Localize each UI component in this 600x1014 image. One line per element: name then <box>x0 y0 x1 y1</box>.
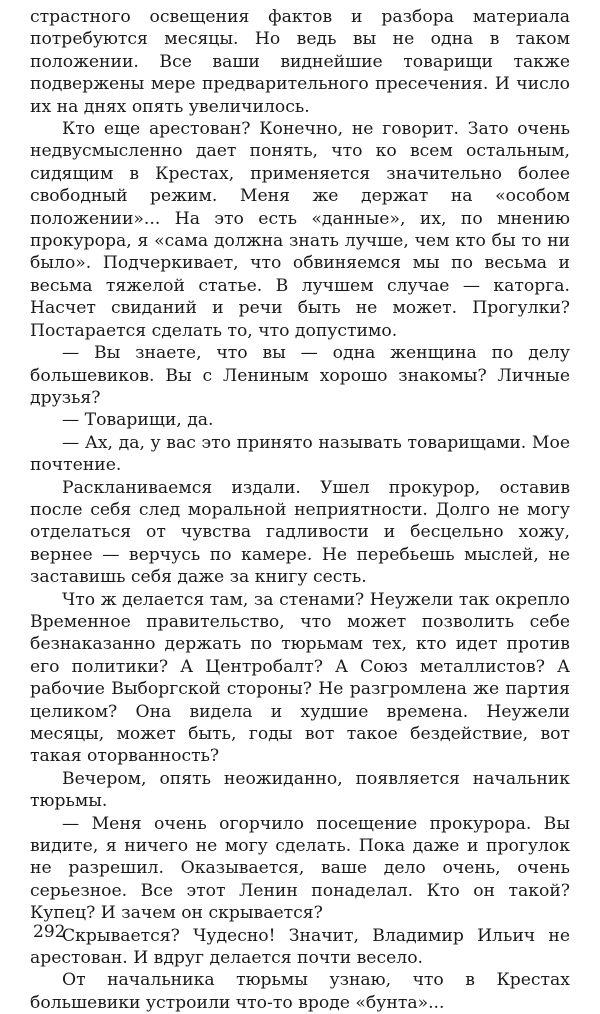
page-number: 292 <box>33 922 66 942</box>
paragraph-9: — Меня очень огорчило посещение прокурора. Вы видите, я ничего не могу сделать. Пока даже и прогулок не разрешил. Оказывается, ваше дело очень, очень серьезное. Все этот Ленин понаделал. Кто он такой? Купец? И зачем он скрывается? <box>30 813 570 924</box>
paragraph-4: — Товарищи, да. <box>62 410 214 431</box>
paragraph-3: — Вы знаете, что вы — одна женщина по делу большевиков. Вы с Лениным хорошо знакомы? Личные друзья? <box>30 343 570 408</box>
page-body <box>30 6 570 1014</box>
paragraph-5: — Ах, да, у вас это принято называть товарищами. Мое почтение. <box>30 432 570 476</box>
paragraph-10: Скрывается? Чудесно! Значит, Владимир Ильич не арестован. И вдруг делается почти весело. <box>30 925 570 969</box>
paragraph-11: От начальника тюрьмы узнаю, что в Крестах большевики устроили что-то вроде «бунта»... <box>30 970 570 1013</box>
paragraph-7: Что ж делается там, за стенами? Неужели так окрепло Временное правительство, что может позволить себе безнаказанно держать по тюрьмам тех, кто идет против его политики? А Центробалт? А Союз металлистов? А рабочие Выборгской стороны? Не разгромлена же партия целиком? Она видела и худшие времена. Неужели месяцы, может быть, годы вот такое бездействие, вот такая оторванность? <box>30 589 570 767</box>
paragraph-2: Кто еще арестован? Конечно, не говорит. Зато очень недвусмысленно дает понять, что ко всем остальным, сидящим в Крестах, применяется значительно более свободный режим. Меня же держат на «особом положении»... На это есть «данные», их, по мнению прокурора, я «сама должна знать лучше, чем кто бы то ни было». Подчеркивает, что обвиняемся мы по весьма и весьма тяжелой статье. В лучшем случае — каторга. Насчет свиданий и речи быть не может. Прогулки? Постарается сделать то, что допустимо. <box>30 119 570 341</box>
paragraph-6: Раскланиваемся издали. Ушел прокурор, оставив после себя след моральной неприятности. Долго не могу отделаться от чувства гадливости и бесцельно хожу, вернее — верчусь по камере. Не перебьешь мыслей, не заставишь себя даже за книгу сесть. <box>30 477 570 588</box>
paragraph-8: Вечером, опять неожиданно, появляется начальник тюрьмы. <box>30 768 570 812</box>
paragraph-1: страстного освещения фактов и разбора материала потребуются месяцы. Но ведь вы не одна в таком положении. Все ваши виднейшие товарищи также подвержены мере предварительного пресечения. И число их на днях опять увеличилось. <box>30 7 570 117</box>
